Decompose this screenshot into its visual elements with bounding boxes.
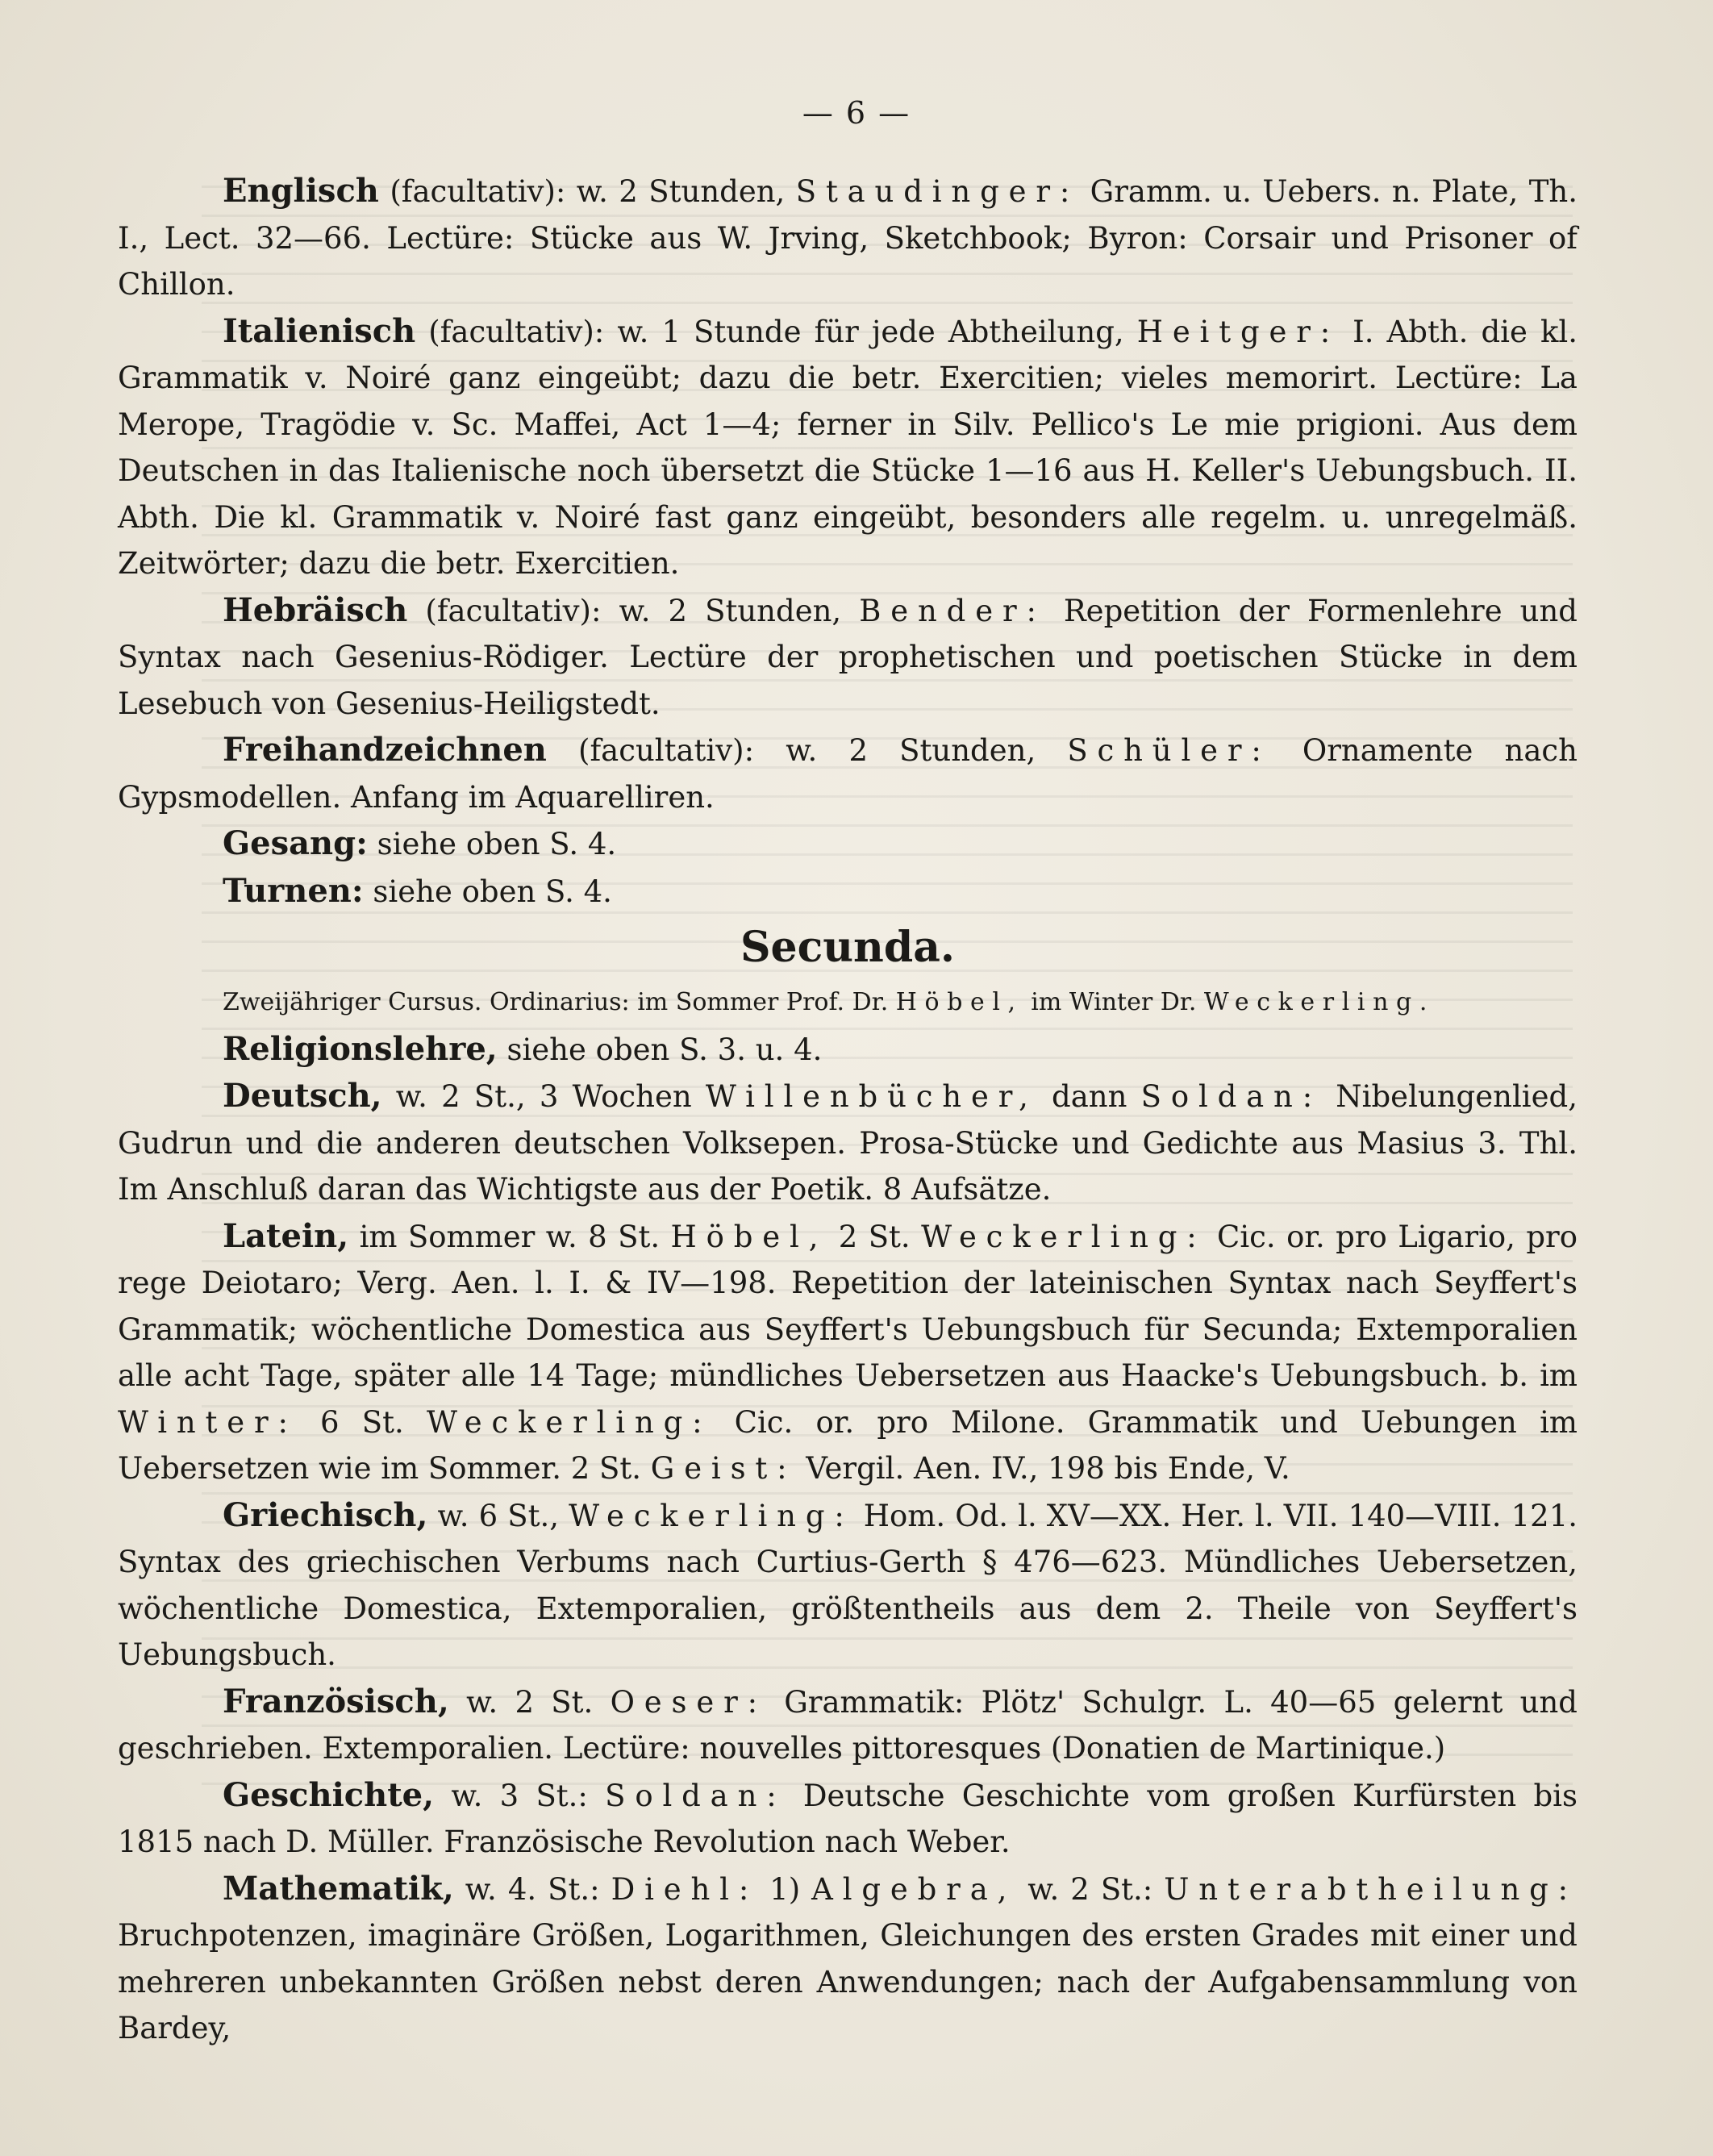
paragraph-text: Zweijähriger Cursus. Ordinarius: im Sommer Prof. Dr.: [223, 988, 896, 1016]
teacher-name: Oeser:: [610, 1684, 767, 1720]
paragraph-text: (facultativ): w. 2 Stunden,: [546, 733, 1068, 768]
paragraph-text: w. 2 St.: [448, 1684, 611, 1720]
paragraph-text: 2 St.: [827, 1219, 922, 1254]
paragraph-latein: [118, 1213, 1578, 1492]
paragraph-text: Ornamente nach Gypsmodellen. Anfang im Aquarelliren.: [118, 733, 1578, 815]
paragraph-deutsch: [118, 1073, 1578, 1213]
paragraph-text: (facultativ): w. 1 Stunde für jede Abtheilung,: [415, 314, 1137, 349]
paragraph-text: w. 4. St.:: [453, 1871, 611, 1907]
paragraph-text: Grammatik: Plötz' Schulgr. L. 40—65 gelernt und geschrieben. Extemporalien. Lectüre: nouvelles pittoresques (Donatien de Martinique.): [118, 1684, 1578, 1766]
subject-title: Freihandzeichnen: [223, 731, 547, 769]
paragraph-text: Deutsche Geschichte vom großen Kurfürsten bis 1815 nach D. Müller. Französische Revolution nach Weber.: [118, 1778, 1578, 1859]
teacher-name: Höbel,: [895, 988, 1023, 1016]
subject-title: Turnen:: [223, 871, 364, 910]
teacher-name: Bender:: [859, 593, 1046, 628]
paragraph-text: 1): [758, 1871, 812, 1907]
paragraph-text: Vergil. Aen. IV., 198 bis Ende, V.: [796, 1451, 1290, 1486]
page-number: — 6 —: [802, 95, 911, 131]
paragraph-gesang: [118, 820, 1578, 868]
paragraph-text: siehe oben S. 4.: [367, 827, 617, 861]
teacher-name: Geist:: [650, 1451, 797, 1486]
paragraph-text: im Sommer w. 8 St.: [348, 1219, 671, 1254]
paragraph-text: w. 3 St.:: [434, 1778, 606, 1813]
subject-title: Latein,: [223, 1216, 349, 1255]
subject-title: Deutsch,: [223, 1077, 382, 1115]
subject-title: Geschichte,: [223, 1775, 435, 1814]
paragraph-turnen: [118, 868, 1578, 915]
page-body: [118, 168, 1578, 2052]
paragraph-text: w. 2 St., 3 Wochen: [381, 1079, 706, 1114]
paragraph-text: Cic. or. pro Ligario, pro rege Deiotaro; Verg. Aen. l. I. & IV—198. Repetition der lateinischen Syntax nach Seyffert's Grammatik; wöchentliche Domestica aus Seyffert's Uebungsbuch für Secunda; Extemporalien alle acht Tage, später alle 14 Tage; mündliches Uebersetzen aus Haacke's Uebungsbuch. b. im: [118, 1219, 1578, 1393]
teacher-name: Staudinger:: [795, 174, 1080, 209]
paragraph-text: Nibelungenlied, Gudrun und die anderen deutschen Volksepen. Prosa-Stücke und Gedichte aus Masius 3. Thl. Im Anschluß daran das Wichtigste aus der Poetik. 8 Aufsätze.: [118, 1079, 1578, 1207]
teacher-name: Weckerling:: [921, 1219, 1207, 1254]
subject-title: Italienisch: [223, 311, 416, 350]
topic-label: Unterabtheilung:: [1164, 1871, 1578, 1907]
paragraph-hebraeisch: [118, 587, 1578, 728]
paragraph-text: Cic. or. pro Milone. Grammatik und Uebungen im Uebersetzen wie im Sommer. 2 St.: [118, 1404, 1578, 1486]
paragraph-text: im Winter Dr.: [1023, 988, 1204, 1016]
paragraph-text: w. 6 St.,: [427, 1498, 569, 1533]
teacher-name: Soldan:: [605, 1778, 786, 1813]
paragraph-text: w. 2 St.:: [1016, 1871, 1165, 1907]
paragraph-franzoesisch: [118, 1679, 1578, 1772]
teacher-name: Diehl:: [611, 1871, 759, 1907]
paragraph-text: (facultativ): w. 2 Stunden,: [407, 593, 860, 628]
paragraph-englisch: [118, 168, 1578, 308]
teacher-name: Soldan:: [1140, 1079, 1323, 1114]
term-label: Winter:: [118, 1404, 298, 1440]
subject-title: Mathematik,: [223, 1869, 454, 1908]
paragraph-text: 6 St.: [297, 1404, 427, 1440]
teacher-name: Schüler:: [1067, 733, 1271, 768]
paragraph-text: Hom. Od. l. XV—XX. Her. l. VII. 140—VIII. 121. Syntax des griechischen Verbums nach Curtius-Gerth § 476—623. Mündliches Uebersetzen, wöchentliche Domestica, Extemporalien, größtentheils aus dem 2. Theile von Seyffert's Uebungsbuch.: [118, 1498, 1578, 1672]
subject-title: Englisch: [223, 172, 379, 210]
teacher-name: Weckerling:: [569, 1498, 854, 1533]
paragraph-cursus: [118, 979, 1578, 1026]
paragraph-text: Bruchpotenzen, imaginäre Größen, Logarithmen, Gleichungen des ersten Grades mit einer und mehreren unbekannten Größen nebst deren Anwendungen; nach der Aufgabensammlung von Bardey,: [118, 1918, 1578, 2045]
paragraph-text: (facultativ): w. 2 Stunden,: [378, 174, 796, 209]
paragraph-griechisch: [118, 1492, 1578, 1679]
paragraph-italienisch: [118, 308, 1578, 587]
paragraph-text: dann: [1037, 1079, 1141, 1114]
paragraph-text: siehe oben S. 4.: [363, 874, 612, 909]
teacher-name: Weckerling.: [1203, 988, 1435, 1016]
subject-title: Gesang:: [223, 824, 368, 862]
section-heading: Secunda.: [740, 923, 956, 972]
topic-label: Algebra,: [811, 1871, 1017, 1907]
teacher-name: Weckerling:: [426, 1404, 712, 1440]
subject-title: Griechisch,: [223, 1495, 428, 1534]
teacher-name: Willenbücher,: [705, 1079, 1038, 1114]
subject-title: Hebräisch: [223, 590, 408, 629]
paragraph-text: Repetition der Formenlehre und Syntax nach Gesenius-Rödiger. Lectüre der prophetischen und poetischen Stücke in dem Lesebuch von Gesenius-Heiligstedt.: [118, 593, 1578, 721]
subject-title: Religionslehre,: [223, 1029, 498, 1068]
subject-title: Französisch,: [223, 1682, 449, 1720]
teacher-name: Heitger:: [1136, 314, 1340, 349]
paragraph-freihandzeichnen: [118, 727, 1578, 820]
paragraph-geschichte: [118, 1772, 1578, 1866]
paragraph-text: Gramm. u. Uebers. n. Plate, Th. I., Lect. 32—66. Lectüre: Stücke aus W. Jrving, Sketchbook; Byron: Corsair und Prisoner of Chillon.: [118, 174, 1578, 302]
paragraph-mathematik: [118, 1866, 1578, 2052]
paragraph-text: I. Abth. die kl. Grammatik v. Noiré ganz eingeübt; dazu die betr. Exercitien; vieles memorirt. Lectüre: La Merope, Tragödie v. Sc. Maffei, Act 1—4; ferner in Silv. Pellico's Le mie prigioni. Aus dem Deutschen in das Italienische noch übersetzt die Stücke 1—16 aus H. Keller's Uebungsbuch. II. Abth. Die kl. Grammatik v. Noiré fast ganz eingeübt, besonders alle regelm. u. unregelmäß. Zeitwörter; dazu die betr. Exercitien.: [118, 314, 1578, 581]
paragraph-religion: [118, 1026, 1578, 1074]
paragraph-text: siehe oben S. 3. u. 4.: [497, 1032, 823, 1067]
teacher-name: Höbel,: [670, 1219, 828, 1254]
